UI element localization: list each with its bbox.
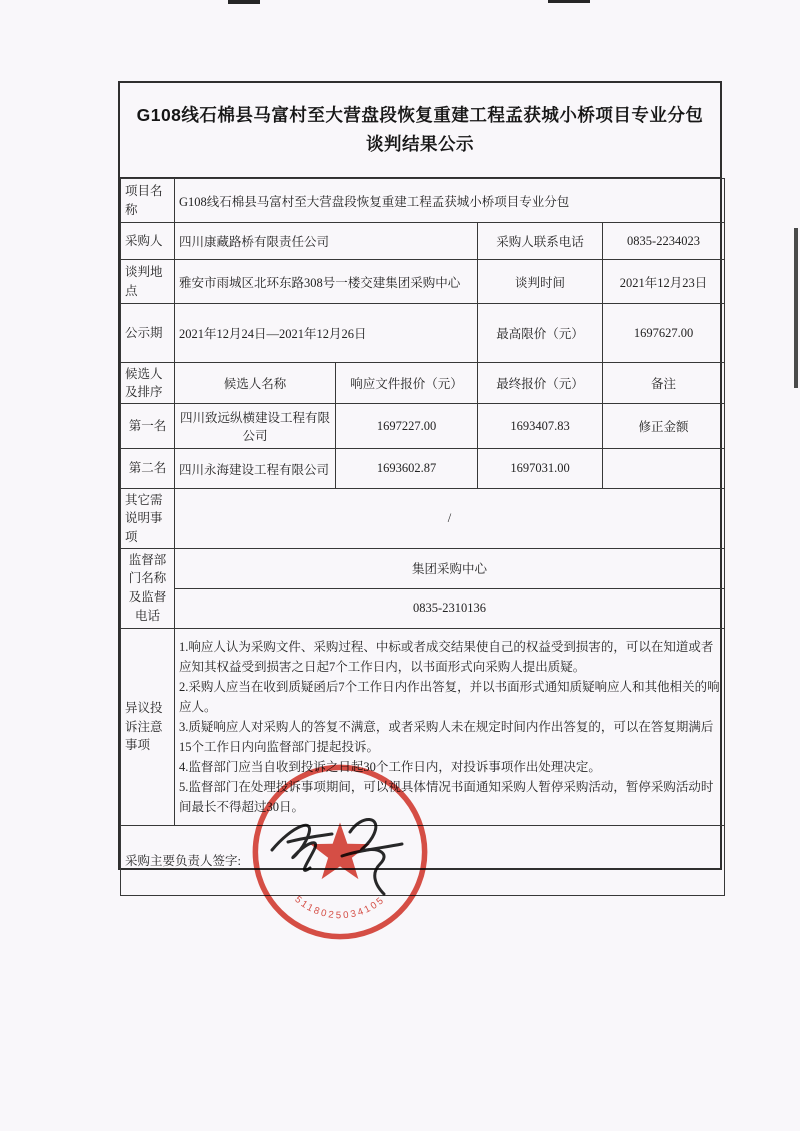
other-notes-value: /: [175, 489, 725, 548]
other-notes-label: 其它需说明事项: [121, 489, 175, 548]
candidates-header-row: [121, 363, 725, 404]
page-title-line1: G108线石棉县马富村至大营盘段恢复重建工程孟获城小桥项目专业分包: [136, 105, 704, 126]
objection-label: 异议投诉注意事项: [121, 628, 175, 825]
objection-row: [121, 628, 725, 825]
purchaser-phone-value: 0835-2234023: [603, 223, 725, 260]
svg-text:5118025034105: [292, 894, 387, 921]
publicity-period-label: 公示期: [121, 304, 175, 363]
page-title-line2: 谈判结果公示: [366, 134, 474, 154]
seal-serial-number: 5118025034105: [292, 894, 388, 922]
candidates-rank-header: 候选人及排序: [121, 363, 175, 404]
table-row: [121, 304, 725, 363]
supervision-label: 监督部门名称及监督电话: [121, 548, 175, 628]
objection-item: 2.采购人应当在收到质疑函后7个工作日内作出答复，并以书面形式通知质疑响应人和其他相关的响应人。: [179, 679, 720, 714]
objection-notice: [175, 628, 725, 825]
scan-artifact: [228, 0, 260, 4]
announcement-fields-table: [120, 178, 725, 896]
candidate-2-final: 1697031.00: [478, 449, 603, 489]
max-price-value: 1697627.00: [603, 304, 725, 363]
candidate-2-bid: 1693602.87: [336, 449, 478, 489]
page-title: [120, 83, 720, 178]
project-name-label: 项目名称: [121, 179, 175, 223]
candidate-row: [121, 404, 725, 449]
supervision-phone: 0835-2310136: [175, 589, 725, 628]
candidate-1-note: 修正金额: [603, 404, 725, 449]
candidate-2-name: 四川永海建设工程有限公司: [175, 449, 336, 489]
candidates-name-header: 候选人名称: [175, 363, 336, 404]
negotiation-time-value: 2021年12月23日: [603, 260, 725, 304]
purchaser-phone-label: 采购人联系电话: [478, 223, 603, 260]
objection-item: 3.质疑响应人对采购人的答复不满意，或者采购人未在规定时间内作出答复的，可以在答复期满后15个工作日内向监督部门提起投诉。: [179, 719, 714, 754]
purchaser-label: 采购人: [121, 223, 175, 260]
scan-artifact: [794, 228, 798, 388]
table-row: [121, 260, 725, 304]
candidates-final-header: 最终报价（元）: [478, 363, 603, 404]
purchaser-value: 四川康藏路桥有限责任公司: [175, 223, 478, 260]
table-row: [121, 548, 725, 589]
supervision-department: 集团采购中心: [175, 548, 725, 589]
signature-label: 采购主要负责人签字:: [121, 825, 725, 895]
announcement-table: [118, 81, 722, 870]
candidate-2-rank: 第二名: [121, 449, 175, 489]
scan-artifact: [548, 0, 590, 3]
candidates-bid-header: 响应文件报价（元）: [336, 363, 478, 404]
table-row: [121, 489, 725, 548]
candidate-1-bid: 1697227.00: [336, 404, 478, 449]
negotiation-place-value: 雅安市雨城区北环东路308号一楼交建集团采购中心: [175, 260, 478, 304]
table-row: [121, 179, 725, 223]
table-row: [121, 589, 725, 628]
max-price-label: 最高限价（元）: [478, 304, 603, 363]
objection-item: 1.响应人认为采购文件、采购过程、中标或者成交结果使自己的权益受到损害的，可以在知道或者应知其权益受到损害之日起7个工作日内，以书面形式向采购人提出质疑。: [179, 639, 714, 674]
candidate-1-rank: 第一名: [121, 404, 175, 449]
candidates-note-header: 备注: [603, 363, 725, 404]
candidate-1-name: 四川致远纵横建设工程有限公司: [175, 404, 336, 449]
publicity-period-value: 2021年12月24日—2021年12月26日: [175, 304, 478, 363]
negotiation-time-label: 谈判时间: [478, 260, 603, 304]
signature-row: [121, 825, 725, 895]
objection-item: 4.监督部门应当自收到投诉之日起30个工作日内，对投诉事项作出处理决定。: [179, 759, 601, 774]
project-name-value: G108线石棉县马富村至大营盘段恢复重建工程孟获城小桥项目专业分包: [175, 179, 725, 223]
candidate-2-note: [603, 449, 725, 489]
objection-item: 5.监督部门在处理投诉事项期间，可以视具体情况书面通知采购人暂停采购活动，暂停采购活动时间最长不得超过30日。: [179, 779, 714, 814]
candidate-1-final: 1693407.83: [478, 404, 603, 449]
negotiation-place-label: 谈判地点: [121, 260, 175, 304]
candidate-row: [121, 449, 725, 489]
table-row: [121, 223, 725, 260]
